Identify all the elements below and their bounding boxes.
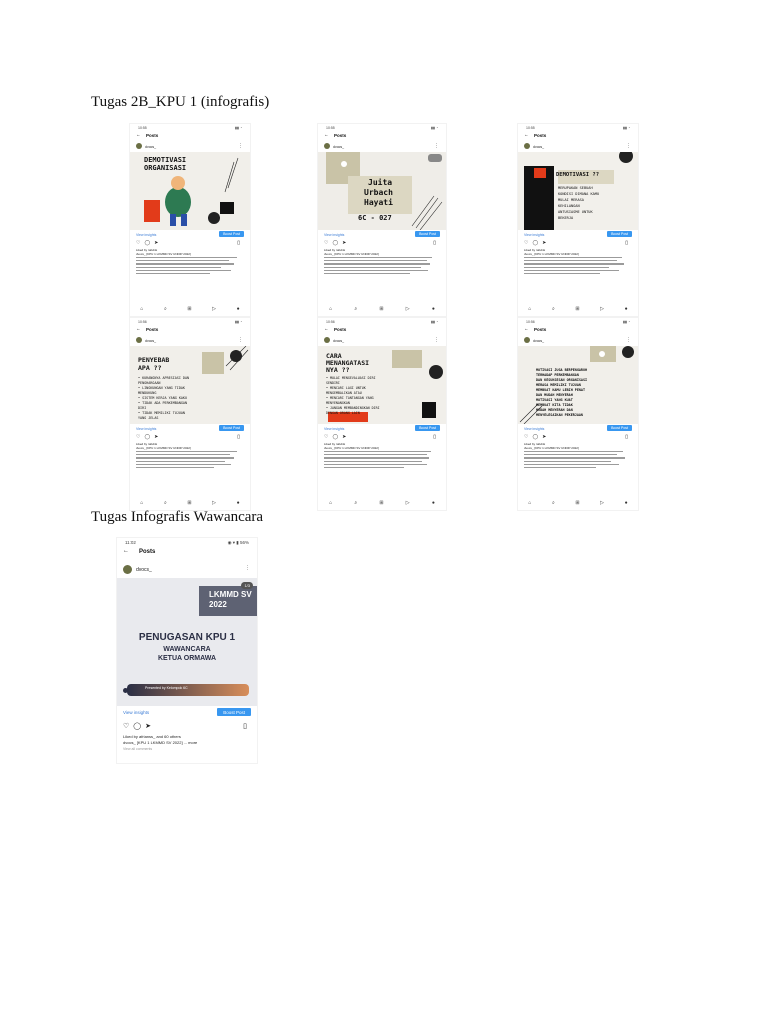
heart-icon[interactable]: ♡	[524, 434, 529, 440]
home-icon[interactable]: ⌂	[528, 500, 532, 506]
post-body-line: MENGEMBALIKAN ATAU	[326, 391, 362, 395]
post-body-line: MERUPAKAN SEBUAH	[558, 186, 593, 190]
add-icon[interactable]: ⊞	[575, 500, 580, 506]
liked-by: Liked by rabdnk	[524, 248, 546, 252]
posts-header: ← Posts	[324, 132, 347, 138]
post-image	[318, 152, 446, 230]
profile-icon[interactable]: ●	[236, 500, 240, 506]
post-body-line: MEMBUAT KAMU LEBIH PENAT	[536, 388, 585, 392]
caption: dvocs_ [KPU 1 LKMMD SV UNDIP 2022]	[136, 252, 191, 256]
post-body-line: MUDAH MENYERAH DAN	[536, 408, 573, 412]
avatar[interactable]	[324, 337, 330, 343]
caption-body	[136, 257, 242, 276]
view-insights-link[interactable]: View insights	[136, 233, 157, 237]
send-icon[interactable]: ➤	[542, 434, 547, 440]
post-actions	[123, 722, 251, 729]
more-icon[interactable]: ⋮	[238, 143, 243, 149]
caption: dvocs_ [KPU 1 LKMMD SV UNDIP 2022]	[136, 446, 191, 450]
heart-icon[interactable]: ♡	[324, 434, 329, 440]
post-profile: dvocs_ ⋮	[318, 336, 446, 345]
reels-icon[interactable]: ▷	[600, 306, 605, 312]
post-subtitle: KETUA ORMAWA	[157, 655, 217, 662]
post-body-line: ANTUSIASME UNTUK	[558, 210, 593, 214]
post-profile: dvocs_ ⋮	[318, 142, 446, 151]
post-title: PENUGASAN KPU 1	[138, 632, 236, 643]
bottom-nav	[518, 500, 638, 507]
post-body-line: YANG JELAS	[138, 416, 159, 420]
add-icon[interactable]: ⊞	[379, 306, 384, 312]
post-actions	[524, 240, 632, 247]
caption-body	[524, 257, 630, 276]
arrow-left-icon[interactable]: ←	[324, 132, 329, 137]
post-image	[130, 152, 250, 230]
comment-icon[interactable]: ◯	[532, 434, 539, 440]
post-body-line: • SISTEM KERJA YANG KAKU	[138, 396, 187, 400]
comment-icon[interactable]: ◯	[144, 240, 151, 246]
carousel-dot	[123, 688, 128, 693]
boost-post-button[interactable]: Boost Post	[607, 425, 632, 431]
arrow-left-icon[interactable]: ←	[136, 326, 141, 331]
home-icon[interactable]: ⌂	[329, 306, 333, 312]
liked-by: Liked by rabdnk	[136, 248, 158, 252]
comment-icon[interactable]: ◯	[532, 240, 539, 246]
caption: dvocs_ [KPU 1 LKMMD SV UNDIP 2022]	[524, 252, 579, 256]
posts-header: ← Posts	[123, 548, 156, 555]
send-icon[interactable]: ➤	[145, 723, 151, 730]
boost-post-button[interactable]: Boost Post	[219, 231, 244, 237]
profile-icon[interactable]: ●	[431, 306, 435, 312]
post-body-line: • JANGAN MEMBANDINGKAN DIRI	[326, 406, 380, 410]
post-body-line: MOTIVASI JUGA BERPENGARUH	[536, 368, 588, 372]
post-body-line: PENGHARGAAN	[138, 381, 161, 385]
boost-post-button[interactable]: Boost Post	[219, 425, 244, 431]
search-icon[interactable]: ⌕	[163, 306, 167, 312]
post-profile: dvocs_ ⋮	[130, 142, 250, 151]
post-body-line: DAN MUDAH MENYERAH	[536, 393, 573, 397]
post-title-line: NYA ??	[326, 366, 350, 374]
status-bar: 10:55 ▮▮ ◔	[138, 126, 242, 130]
reels-icon[interactable]: ▷	[600, 500, 605, 506]
view-insights-link[interactable]: View insights	[136, 427, 157, 431]
view-insights-link[interactable]: View insights	[324, 233, 345, 237]
post-body-line: • LINGKUNGAN YANG TIDAK	[138, 386, 185, 390]
insights-row	[518, 231, 638, 239]
caption: dvocs_ [KPU 1 LKMMD SV UNDIP 2022]	[324, 252, 379, 256]
post-actions	[524, 434, 632, 441]
phone-screenshot-2	[318, 124, 446, 316]
post-title-line: ORGANISASI	[144, 164, 187, 172]
status-bar: 10:56 ▮▮ ◔	[138, 320, 242, 324]
post-profile: dvocs_ ⋮	[518, 142, 638, 151]
search-icon[interactable]: ⌕	[354, 500, 358, 506]
view-insights-link[interactable]: View insights	[324, 427, 345, 431]
post-body-line: • MULAI MENGEVALUASI DIRI	[326, 376, 376, 380]
post-body-line: • TIDAK MEMILIKI TUJUAN	[138, 411, 185, 415]
post-body-line: KEHILANGAN	[558, 204, 580, 208]
post-profile: dvocs_ ⋮	[117, 564, 257, 576]
posts-header: ← Posts	[136, 132, 159, 138]
post-body-line: MENDUKUNG	[138, 391, 157, 395]
post-badge: 1/3	[241, 582, 253, 589]
profile-icon[interactable]: ●	[431, 500, 435, 506]
more-icon[interactable]: ⋮	[626, 143, 631, 149]
phone-screenshot-3	[518, 124, 638, 316]
bookmark-icon[interactable]: ▯	[433, 240, 436, 246]
post-title-line: DEMOTIVASI ??	[556, 172, 600, 178]
insights-row	[318, 231, 446, 239]
post-body-line: MERASA MEMILIKI TUJUAN	[536, 383, 581, 387]
post-title-line: Hayati	[364, 198, 393, 207]
liked-by: Liked by rabdnk	[136, 442, 158, 446]
post-actions	[136, 240, 244, 247]
phone-screenshot-6	[518, 318, 638, 510]
status-bar: 10:56 ▮▮ ◔	[326, 320, 438, 324]
bookmark-icon[interactable]: ▯	[243, 723, 247, 730]
post-body-line: • TIDAK ADA PERKEMBANGAN	[138, 401, 187, 405]
post-subtitle: WAWANCARA	[163, 646, 211, 653]
send-icon[interactable]: ➤	[154, 434, 159, 440]
boost-post-button[interactable]: Boost Post	[607, 231, 632, 237]
reels-icon[interactable]: ▷	[405, 500, 410, 506]
post-title-line: Juita	[368, 178, 393, 187]
heart-icon[interactable]: ♡	[136, 434, 141, 440]
profile-icon[interactable]: ●	[236, 306, 240, 312]
phone-screenshot-wawancara	[117, 538, 257, 763]
comments-link[interactable]: View all comments	[123, 747, 153, 751]
post-body-line: SENDIRI	[326, 381, 340, 385]
post-body-line: • KURANGNYA APRESIASI DAN	[138, 376, 190, 380]
post-body-line: MULAI MERASA	[558, 198, 584, 202]
bookmark-icon[interactable]: ▯	[237, 434, 240, 440]
more-icon[interactable]: ⋮	[238, 337, 243, 343]
post-title-line: Urbach	[364, 188, 393, 197]
post-profile: dvocs_ ⋮	[130, 336, 250, 345]
post-image	[518, 346, 638, 424]
post-body-line: MENYELESAIKAN PEKERJAAN	[536, 413, 583, 417]
more-icon[interactable]: ⋮	[245, 565, 250, 571]
profile-icon[interactable]: ●	[624, 306, 628, 312]
insights-row	[130, 425, 250, 433]
status-bar: 10:55 ▮▮ ◔	[526, 126, 630, 130]
post-body-line: BEKERJA	[558, 216, 574, 220]
phone-screenshot-1	[130, 124, 250, 316]
boost-post-button[interactable]: Boost Post	[415, 231, 440, 237]
status-bar: 10:55 ▮▮ ◔	[326, 126, 438, 130]
liked-by: Liked by afrianss_ and 60 others	[123, 734, 181, 739]
boost-post-button[interactable]: Boost Post	[415, 425, 440, 431]
bookmark-icon[interactable]: ▯	[237, 240, 240, 246]
posts-header: ← Posts	[524, 132, 547, 138]
caption: dvocs_ [KPU 1 LKMMD SV 2022] ... more	[123, 740, 198, 745]
avatar[interactable]	[136, 143, 142, 149]
send-icon[interactable]: ➤	[542, 240, 547, 246]
post-body-line: TERHADAP PERKEMBANGAN	[536, 373, 579, 377]
more-icon[interactable]: ⋮	[434, 143, 439, 149]
heading-wawancara: Tugas Infografis Wawancara	[91, 509, 264, 525]
post-body-line: MEMBUAT KITA TIDAK	[536, 403, 573, 407]
arrow-left-icon[interactable]: ←	[524, 132, 529, 137]
add-icon[interactable]: ⊞	[379, 500, 384, 506]
bookmark-icon[interactable]: ▯	[433, 434, 436, 440]
insights-row	[318, 425, 446, 433]
avatar[interactable]	[524, 337, 530, 343]
caption-body	[324, 451, 438, 470]
avatar[interactable]	[136, 337, 142, 343]
profile-icon[interactable]: ●	[624, 500, 628, 506]
post-body-line: DAN KESUKSESAN ORGANISASI	[536, 378, 588, 382]
bookmark-icon[interactable]: ▯	[625, 434, 628, 440]
post-body-line: MENYENANGKAN	[326, 401, 350, 405]
heart-icon[interactable]: ♡	[123, 723, 130, 730]
caption: dvocs_ [KPU 1 LKMMD SV UNDIP 2022]	[324, 446, 379, 450]
post-tag: LKMMD SV 2022	[209, 590, 252, 609]
more-icon[interactable]: ⋮	[626, 337, 631, 343]
caption: dvocs_ [KPU 1 LKMMD SV UNDIP 2022]	[524, 446, 579, 450]
bookmark-icon[interactable]: ▯	[625, 240, 628, 246]
insights-row	[117, 708, 257, 719]
caption-body	[136, 451, 242, 470]
home-icon[interactable]: ⌂	[528, 306, 532, 312]
avatar[interactable]	[524, 143, 530, 149]
post-image	[117, 578, 257, 706]
status-bar: 11:02 ◉ ▾ ▮ 56%	[125, 540, 249, 545]
heart-icon[interactable]: ♡	[324, 240, 329, 246]
reels-icon[interactable]: ▷	[212, 306, 217, 312]
bottom-nav	[518, 306, 638, 313]
view-insights-link[interactable]: View insights	[524, 233, 545, 237]
avatar[interactable]	[123, 565, 132, 574]
post-footer-text: Presented by Kelompok 6C	[145, 686, 188, 690]
add-icon[interactable]: ⊞	[187, 500, 192, 506]
post-body-line: • MENCARI LAGI UNTUK	[326, 386, 366, 390]
post-image	[130, 346, 250, 424]
arrow-left-icon[interactable]: ←	[123, 548, 129, 554]
post-title-line: CARA	[326, 352, 342, 360]
send-icon[interactable]: ➤	[342, 240, 347, 246]
phone-screenshot-4	[130, 318, 250, 510]
search-icon[interactable]: ⌕	[354, 306, 358, 312]
reels-icon[interactable]: ▷	[212, 500, 217, 506]
post-body-line: MOTIVASI YANG KUAT	[536, 398, 573, 402]
status-bar: 10:56 ▮▮ ◔	[526, 320, 630, 324]
post-title-line: APA ??	[138, 364, 162, 372]
post-title-line: 6C - 027	[358, 214, 392, 222]
search-icon[interactable]: ⌕	[163, 500, 167, 506]
post-actions	[136, 434, 244, 441]
liked-by: Liked by rabdnk	[324, 248, 346, 252]
comment-icon[interactable]: ◯	[133, 723, 142, 730]
more-icon[interactable]: ⋮	[434, 337, 439, 343]
boost-post-button[interactable]: Boost Post	[217, 708, 251, 716]
post-body-line: • MENCARI TANTANGAN YANG	[326, 396, 374, 400]
comment-icon[interactable]: ◯	[144, 434, 151, 440]
reels-icon[interactable]: ▷	[405, 306, 410, 312]
avatar[interactable]	[324, 143, 330, 149]
insights-row	[130, 231, 250, 239]
liked-by: Liked by rabdnk	[524, 442, 546, 446]
heart-icon[interactable]: ♡	[524, 240, 529, 246]
home-icon[interactable]: ⌂	[140, 500, 144, 506]
add-icon[interactable]: ⊞	[187, 306, 192, 312]
bottom-nav	[318, 306, 446, 313]
arrow-left-icon[interactable]: ←	[324, 326, 329, 331]
posts-header: ← Posts	[136, 326, 159, 332]
post-image	[318, 346, 446, 424]
send-icon[interactable]: ➤	[342, 434, 347, 440]
bottom-nav	[318, 500, 446, 507]
post-profile: dvocs_ ⋮	[518, 336, 638, 345]
posts-header: ← Posts	[324, 326, 347, 332]
post-body-line: DIRI	[138, 406, 147, 410]
bottom-nav	[130, 500, 250, 507]
phone-screenshot-5	[318, 318, 446, 510]
view-insights-link[interactable]: View insights	[524, 427, 545, 431]
arrow-left-icon[interactable]: ←	[136, 132, 141, 137]
send-icon[interactable]: ➤	[154, 240, 159, 246]
liked-by: Liked by rabdnk	[324, 442, 346, 446]
heading-infografis: Tugas 2B_KPU 1 (infografis)	[91, 94, 270, 110]
heart-icon[interactable]: ♡	[136, 240, 141, 246]
search-icon[interactable]: ⌕	[551, 306, 555, 312]
comment-icon[interactable]: ◯	[332, 240, 339, 246]
post-image	[518, 152, 638, 230]
comment-icon[interactable]: ◯	[332, 434, 339, 440]
post-title-line: DEMOTIVASI	[144, 156, 187, 164]
bottom-nav	[130, 306, 250, 313]
add-icon[interactable]: ⊞	[575, 306, 580, 312]
caption-body	[524, 451, 630, 470]
post-title-line: PENYEBAB	[138, 356, 170, 364]
view-insights-link[interactable]: View insights	[123, 710, 150, 715]
post-title-line: MENANGATASI	[326, 359, 370, 367]
post-actions	[324, 240, 440, 247]
home-icon[interactable]: ⌂	[140, 306, 144, 312]
posts-header: ← Posts	[524, 326, 547, 332]
post-body-line: DENGAN ORANG LAIN	[326, 411, 360, 415]
caption-body	[324, 257, 438, 276]
arrow-left-icon[interactable]: ←	[524, 326, 529, 331]
search-icon[interactable]: ⌕	[551, 500, 555, 506]
insights-row	[518, 425, 638, 433]
home-icon[interactable]: ⌂	[329, 500, 333, 506]
post-body-line: KONDISI DIMANA KAMU	[558, 192, 600, 196]
post-actions	[324, 434, 440, 441]
